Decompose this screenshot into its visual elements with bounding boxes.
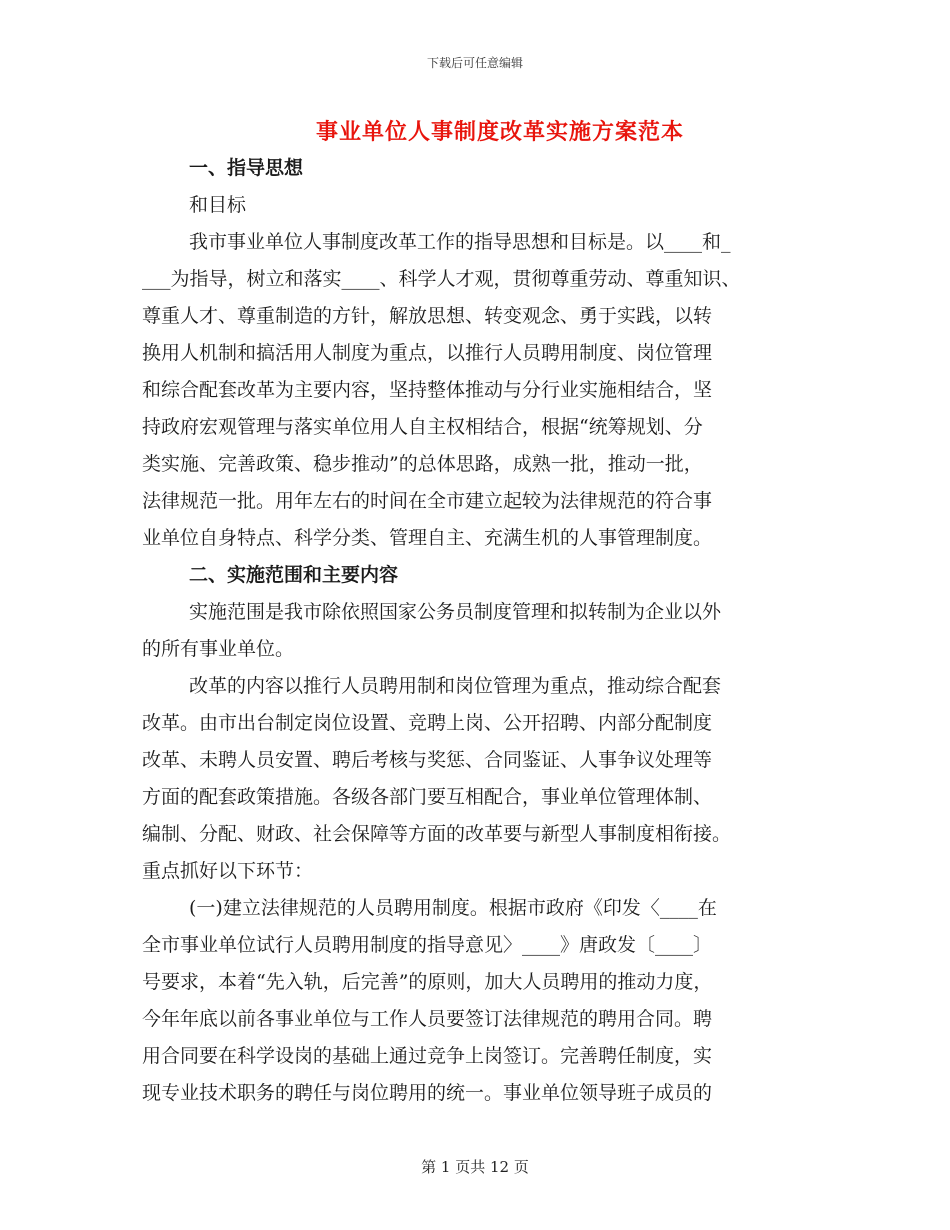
paragraph-line: 编制、分配、财政、社会保障等方面的改革要与新型人事制度相衔接。 [142, 823, 732, 845]
paragraph-line: 和目标 [189, 194, 247, 216]
paragraph-line: 用合同要在科学设岗的基础上通过竞争上岗签订。完善聘任制度，实 [142, 1045, 713, 1067]
paragraph-line: 的所有事业单位。 [142, 638, 295, 660]
paragraph-line: 换用人机制和搞活用人制度为重点，以推行人员聘用制度、岗位管理 [142, 342, 713, 364]
paragraph-line: 今年年底以前各事业单位与工作人员要签订法律规范的聘用合同。聘 [142, 1008, 713, 1030]
paragraph-line: 重点抓好以下环节： [142, 860, 314, 882]
section-heading: 二、实施范围和主要内容 [189, 564, 399, 586]
paragraph-line: 全市事业单位试行人员聘用制度的指导意见〉____》唐政发〔____〕 [142, 934, 713, 956]
page-number-footer: 第 1 页共 12 页 [421, 1158, 529, 1176]
paragraph-line: 持政府宏观管理与落实单位用人自主权相结合，根据“统筹规划、分 [142, 416, 703, 438]
section-heading: 一、指导思想 [189, 157, 304, 179]
paragraph-line: (一)建立法律规范的人员聘用制度。根据市政府《印发〈____在 [189, 897, 717, 919]
paragraph-line: 改革的内容以推行人员聘用制和岗位管理为重点，推动综合配套 [189, 675, 722, 697]
paragraph-line: 业单位自身特点、科学分类、管理自主、充满生机的人事管理制度。 [142, 527, 713, 549]
paragraph-line: 尊重人才、尊重制造的方针，解放思想、转变观念、勇于实践，以转 [142, 305, 713, 327]
paragraph-line: 号要求，本着“先入轨，后完善”的原则，加大人员聘用的推动力度， [142, 971, 713, 993]
paragraph-line: 法律规范一批。用年左右的时间在全市建立起较为法律规范的符合事 [142, 490, 713, 512]
paragraph-line: 改革。由市出台制定岗位设置、竞聘上岗、公开招聘、内部分配制度 [142, 712, 713, 734]
paragraph-line: 和综合配套改革为主要内容，坚持整体推动与分行业实施相结合，坚 [142, 379, 713, 401]
paragraph-line: 我市事业单位人事制度改革工作的指导思想和目标是。以____和_ [189, 231, 731, 253]
paragraph-line: 改革、未聘人员安置、聘后考核与奖惩、合同鉴证、人事争议处理等 [142, 749, 713, 771]
paragraph-line: 类实施、完善政策、稳步推动”的总体思路，成熟一批，推动一批， [142, 453, 703, 475]
document-title: 事业单位人事制度改革实施方案范本 [315, 119, 684, 145]
header-note: 下载后可任意编辑 [426, 56, 523, 70]
paragraph-line: 现专业技术职务的聘任与岗位聘用的统一。事业单位领导班子成员的 [142, 1082, 713, 1104]
paragraph-line: ___为指导，树立和落实____、科学人才观，贯彻尊重劳动、尊重知识、 [142, 268, 741, 290]
paragraph-line: 方面的配套政策措施。各级各部门要互相配合，事业单位管理体制、 [142, 786, 713, 808]
document-body [142, 150, 822, 1112]
paragraph-line: 实施范围是我市除依照国家公务员制度管理和拟转制为企业以外 [189, 601, 722, 623]
